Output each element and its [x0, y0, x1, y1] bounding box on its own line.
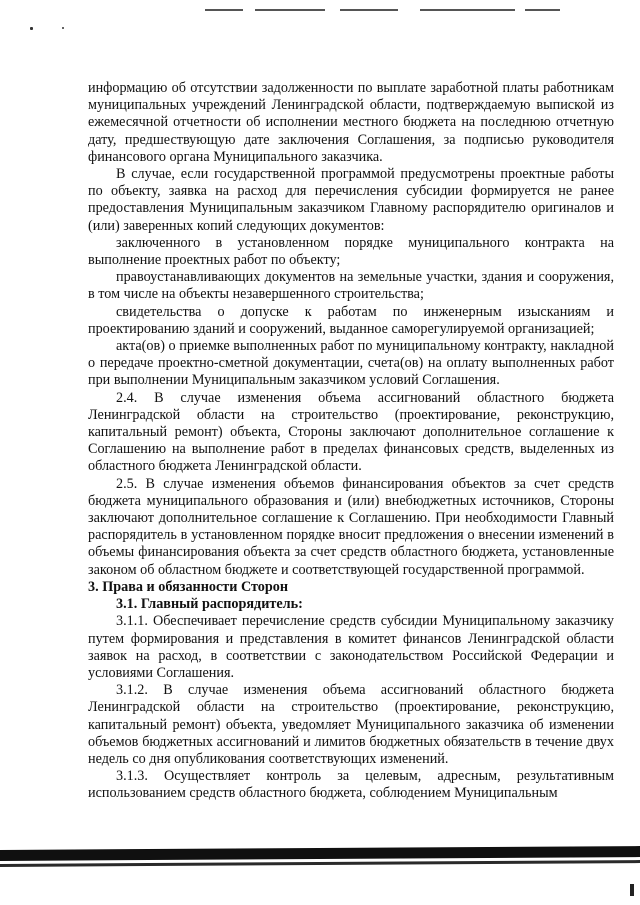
paragraph: 3.1.3. Осуществляет контроль за целевым, адресным, результативным использованием средств областного бюджета, соблюдением Муниципальным [88, 768, 614, 802]
scan-dash [420, 9, 515, 11]
scan-dash [205, 9, 243, 11]
scan-speck [62, 27, 64, 29]
paragraph: заключенного в установленном порядке муниципального контракта на выполнение проектных работ по объекту; [88, 234, 614, 269]
scan-dash [525, 9, 560, 11]
paragraph: 2.5. В случае изменения объемов финансирования объектов за счет средств бюджета муниципального образования и (или) внебюджетных источников, Стороны заключают дополнительное соглашение к Соглашению. При необходимости Главный распорядитель в установленном порядке вносит предложения о внесении изменений в объемы финансирования объекта за счет средств областного бюджета, установленные законом об областном бюджете и соответствующей государственной программой. [88, 475, 614, 578]
scan-mark [630, 884, 634, 896]
scan-bar [0, 846, 640, 861]
scan-bar [0, 860, 640, 867]
subsection-heading: 3.1. Главный распорядитель: [116, 596, 303, 613]
paragraph: В случае, если государственной программой предусмотрены проектные работы по объекту, заявка на расход для перечисления субсидии формируется не ранее предоставления Муниципальным заказчиком Главному распорядителю оригиналов и (или) заверенных копий следующих документов: [88, 166, 614, 234]
paragraph: 2.4. В случае изменения объема ассигнований областного бюджета Ленинградской области на строительство (проектирование, реконструкцию, капитальный ремонт) объекта, Стороны заключают дополнительное соглашение к Соглашению на выполнение работ в пределах финансовых средств, выделенных из областного бюджета Ленинградской области. [88, 389, 614, 475]
scan-artifacts-top [0, 0, 640, 40]
document-page [88, 80, 614, 803]
paragraph: 3.1.2. В случае изменения объема ассигнований областного бюджета Ленинградской области на строительство (проектирование, реконструкцию, капитальный ремонт) объекта, уведомляет Муниципального заказчика об изменении объемов бюджетных ассигнований и лимитов бюджетных обязательств в течение двух недель со дня опубликования соответствующих изменений. [88, 682, 614, 767]
scan-speck [30, 27, 33, 30]
paragraph: информацию об отсутствии задолженности по выплате заработной платы работникам муниципальных учреждений Ленинградской области, подтверждаемую выпиской из ежемесячной отчетности об исполнении местного бюджета на последнюю отчетную дату, предшествующую дате заключения Соглашения, за подписью руководителя финансового органа Муниципального заказчика. [88, 80, 614, 165]
paragraph: акта(ов) о приемке выполненных работ по муниципальному контракту, накладной о передаче проектно-сметной документации, счета(ов) на оплату выполненных работ при выполнении Муниципальным заказчиком условий Соглашения. [88, 338, 614, 389]
scan-dash [340, 9, 398, 11]
paragraph: свидетельства о допуске к работам по инженерным изысканиям и проектированию зданий и сооружений, выданное саморегулируемой организацией; [88, 303, 614, 337]
paragraph: правоустанавливающих документов на земельные участки, здания и сооружения, в том числе на объекты незавершенного строительства; [88, 269, 614, 303]
paragraph: 3.1.1. Обеспечивает перечисление средств субсидии Муниципальному заказчику путем формирования и представления в комитет финансов Ленинградской области заявок на расход, в соответствии с законодательством Российской Федерации и условиями Соглашения. [88, 613, 614, 681]
scan-dash [255, 9, 325, 11]
section-heading: 3. Права и обязанности Сторон [88, 578, 289, 595]
